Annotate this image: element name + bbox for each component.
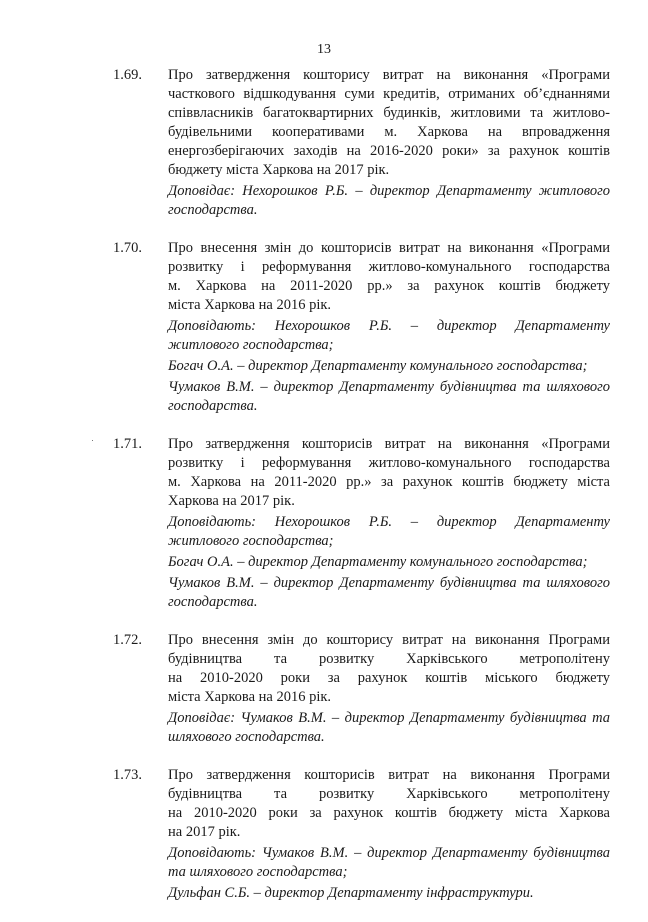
speaker-entry [168,317,610,355]
item-content [168,435,610,612]
item-number: 1.71. [113,436,142,452]
agenda-item [0,435,648,612]
agenda-item [0,239,648,416]
speaker-line: Доповідають: Нехорошков Р.Б. – директор Департаменту [168,514,610,530]
agenda-item [0,631,648,747]
speaker-entry [168,553,610,572]
speaker-line: Чумаков В.М. – директор Департаменту будівництва та шляхового [168,575,610,591]
item-text-line: розвитку і реформування житлово-комунального господарства [168,455,610,471]
item-text-line: Про затвердження кошторису витрат на виконання «Програми [168,67,610,83]
speaker-line: Чумаков В.М. – директор Департаменту будівництва та шляхового [168,379,610,395]
page-number: 13 [317,42,331,57]
item-text-line: Харкова на 2017 рік. [168,493,295,509]
speaker-line: господарства. [168,594,258,610]
speaker-line: Дульфан С.Б. – директор Департаменту інфраструктури. [168,885,534,901]
item-text-line: на 2010-2020 роки за рахунок коштів бюджету міста Харкова [168,805,610,821]
speaker-line: Доповідають: Нехорошков Р.Б. – директор Департаменту [168,318,610,334]
agenda-items [0,66,648,922]
agenda-item [0,766,648,903]
item-text-line: на 2010-2020 роки за рахунок коштів міського бюджету [168,670,610,686]
speaker-line: господарства. [168,398,258,414]
item-text-line: Про внесення змін до кошторисів витрат на виконання «Програми [168,240,610,256]
item-text-line: м. Харкова на 2011-2020 рр.» за рахунок коштів бюджету міста [168,474,610,490]
item-number: 1.70. [113,240,142,256]
item-text-line: Про внесення змін до кошторису витрат на виконання Програми [168,632,610,648]
speaker-line: шляхового господарства. [168,729,325,745]
speaker-entry [168,884,610,903]
item-content [168,766,610,903]
speaker-entry [168,182,610,220]
speaker-line: житлового господарства; [168,337,334,353]
item-text-line: міста Харкова на 2016 рік. [168,689,332,705]
speaker-entry [168,513,610,551]
item-number: 1.69. [113,67,142,83]
item-content [168,631,610,747]
speaker-line: Богач О.А. – директор Департаменту комунального господарства; [168,554,588,570]
item-text-line: розвитку і реформування житлово-комунального господарства [168,259,610,275]
speaker-entry [168,378,610,416]
item-text-line: енергозберігаючих заходів на 2016-2020 роки» за рахунок коштів [168,143,610,159]
speaker-entry [168,844,610,882]
speaker-line: та шляхового господарства; [168,864,348,880]
item-text-line: на 2017 рік. [168,824,241,840]
speaker-line: Доповідають: Чумаков В.М. – директор Департаменту будівництва [168,845,610,861]
item-text-line: Про затвердження кошторисів витрат на виконання «Програми [168,436,610,452]
speaker-entry [168,357,610,376]
item-text-line: співвласників багатоквартирних будинків, житловими та житлово- [168,105,610,121]
speaker-line: Доповідає: Нехорошков Р.Б. – директор Департаменту житлового [168,183,610,199]
speaker-line: житлового господарства; [168,533,334,549]
speaker-line: Доповідає: Чумаков В.М. – директор Департаменту будівництва та [168,710,610,726]
item-content [168,239,610,416]
speaker-line: Богач О.А. – директор Департаменту комунального господарства; [168,358,588,374]
speaker-line: господарства. [168,202,258,218]
item-text-line: будівництва та розвитку Харківського метрополітену [168,651,610,667]
speaker-entry [168,709,610,747]
agenda-item [0,66,648,220]
item-text-line: часткового відшкодування суми кредитів, отриманих об’єднаннями [168,86,610,102]
item-text-line: Про затвердження кошторисів витрат на виконання Програми [168,767,610,783]
item-number: 1.73. [113,767,142,783]
item-text-line: міста Харкова на 2016 рік. [168,297,332,313]
item-text-line: будівництва та розвитку Харківського метрополітену [168,786,610,802]
item-text-line: м. Харкова на 2011-2020 рр.» за рахунок коштів бюджету [168,278,610,294]
item-number: 1.72. [113,632,142,648]
item-content [168,66,610,220]
item-text-line: будівельними кооперативами м. Харкова на впровадження [168,124,610,140]
item-text-line: бюджету міста Харкова на 2017 рік. [168,162,390,178]
speaker-entry [168,574,610,612]
